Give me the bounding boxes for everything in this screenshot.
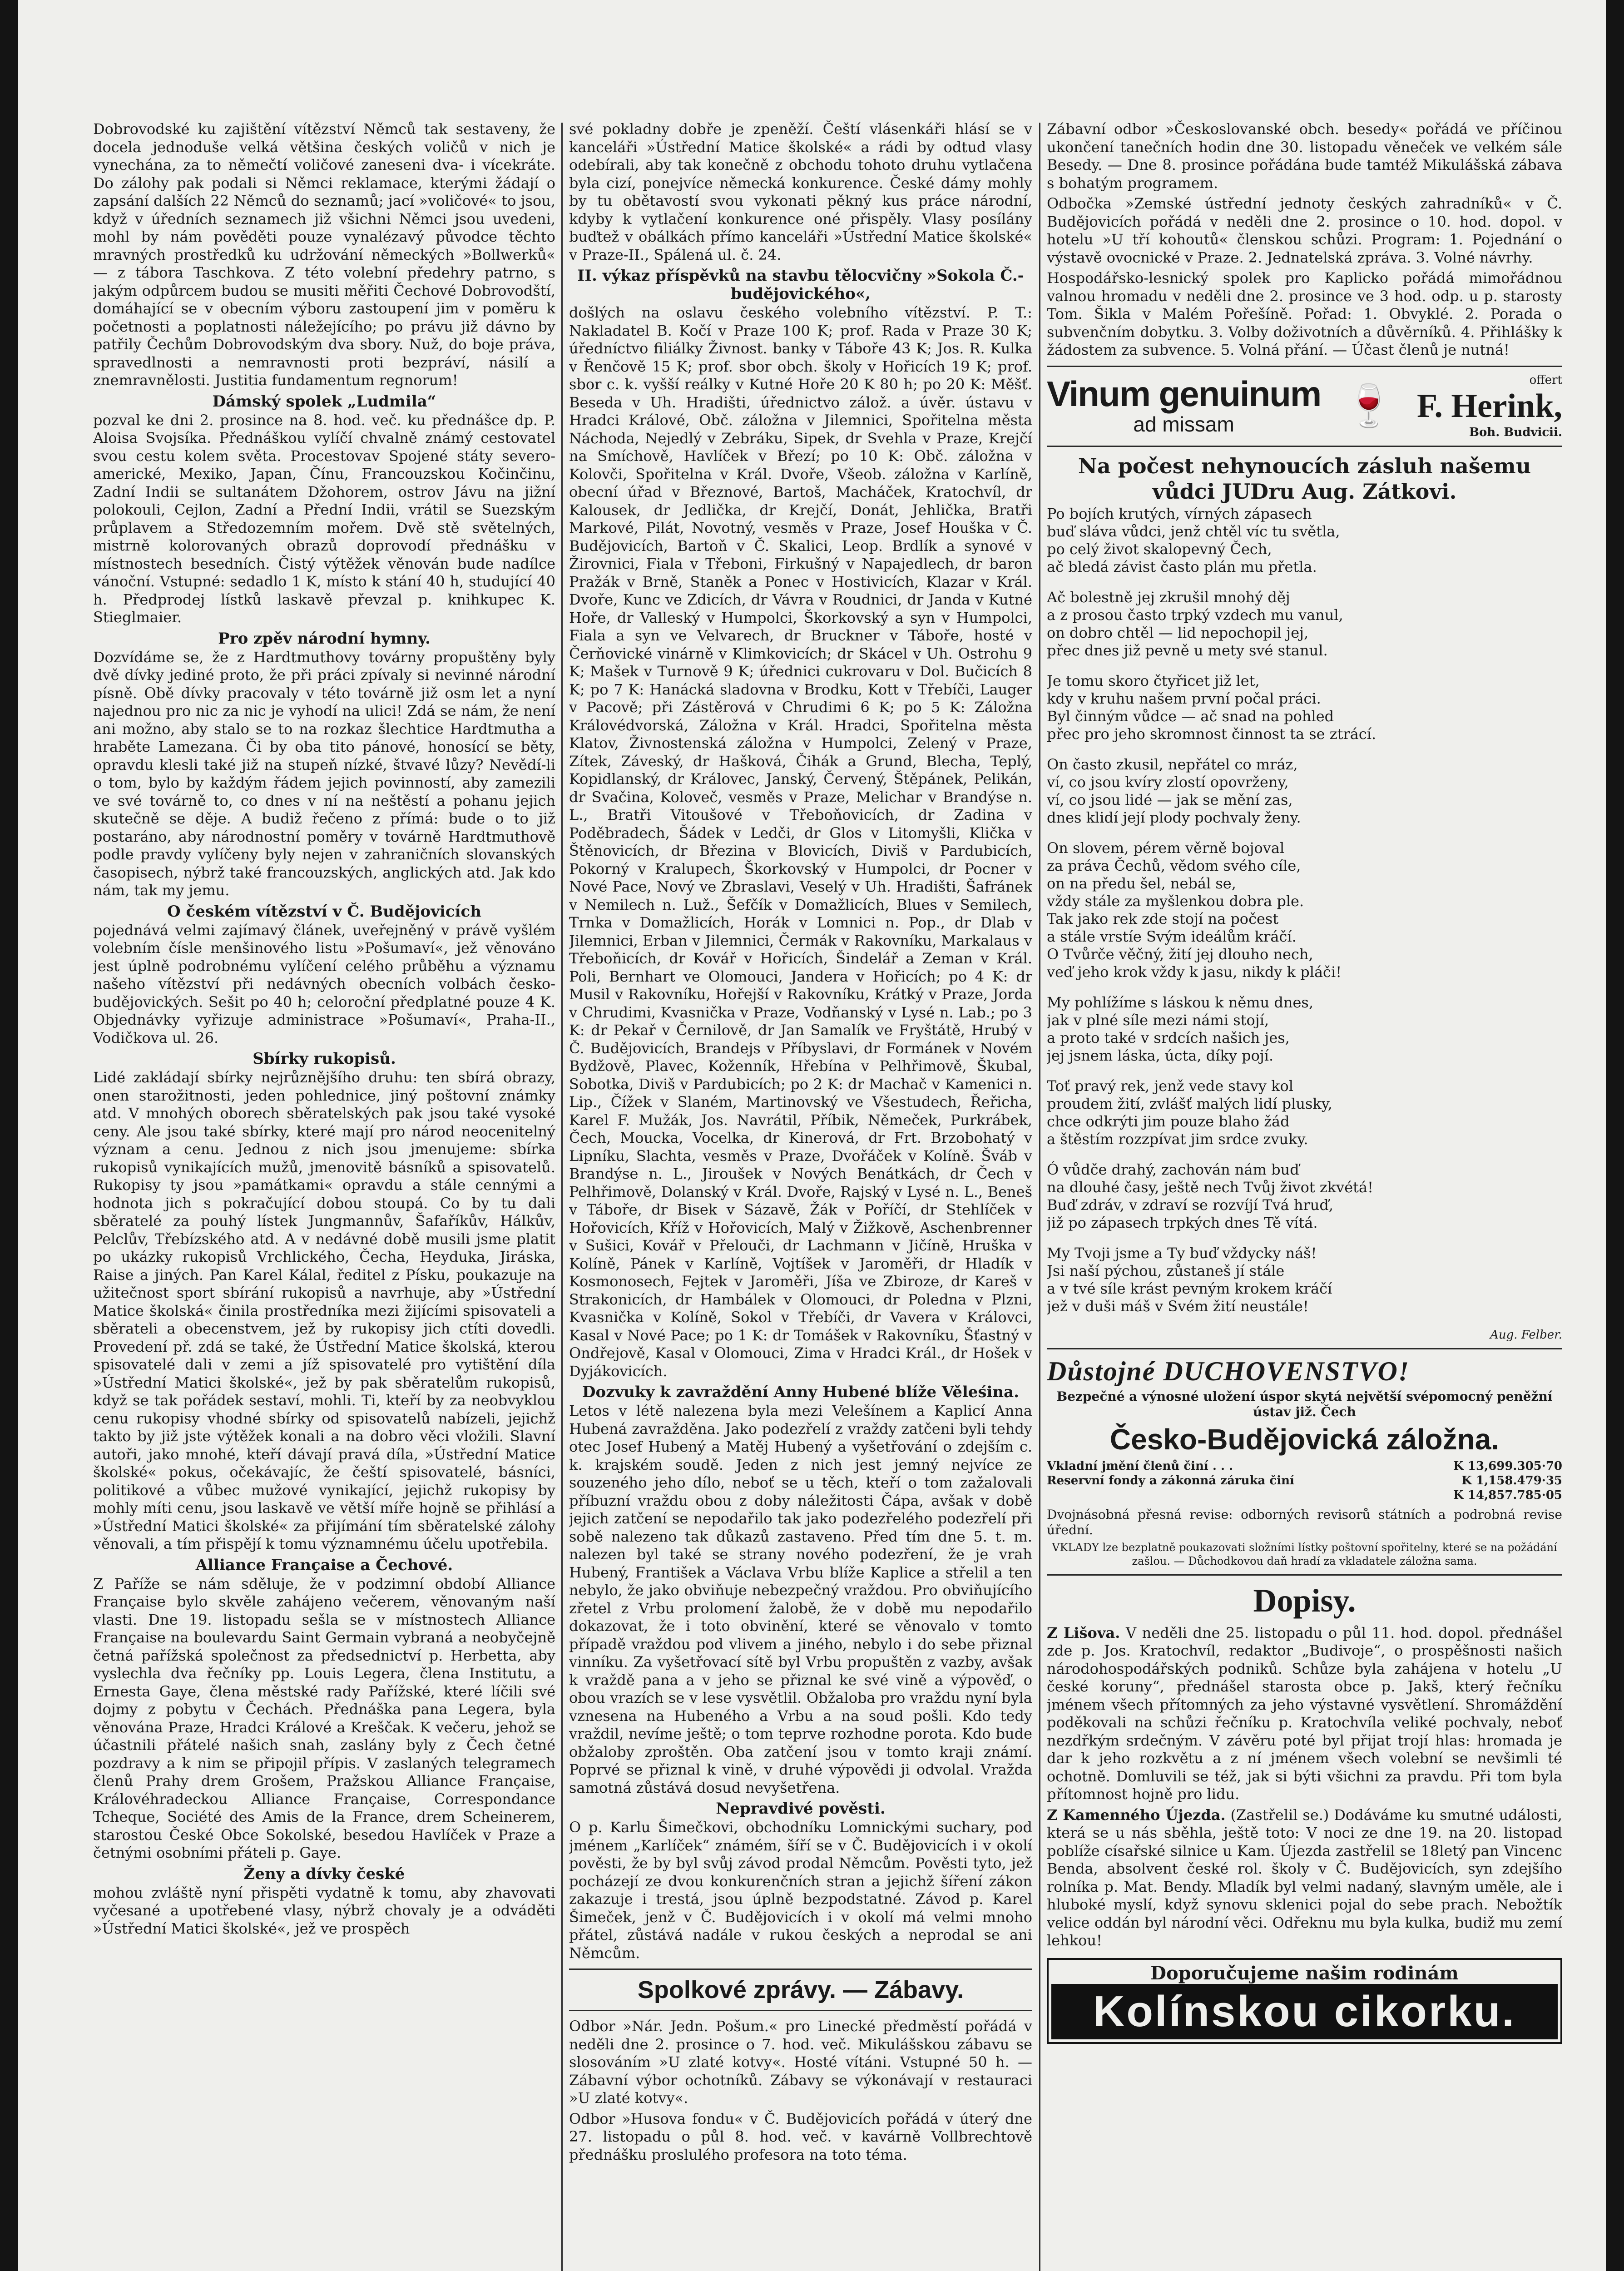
- divider: [569, 1969, 1032, 1970]
- heading-hymny: Pro zpěv národní hymny.: [218, 629, 431, 648]
- letter-lisov: [1047, 1624, 1562, 1804]
- article-dobrovodske: Dobrovodské ku zajištění vítězství Němců tak sestaveny, že docela jednoduše velká většina českých voličů v nich je vynechána, za to němečtí voličové zaneseni dva- i vícekráte. Do zálohy pak podali si Němci reklamace, kterými žádají o zapsání dalších 22 Němců do seznamů; jací »voličové« to jsou, když v úředních seznamech již všichni Němci jsou uvedeni, mohl by nám pověděti pouze vynalézavý původce těchto mravných prostředků ku udržování německých »Bollwerků« — z tábora Taschkova. Z této volební předehry patrno, s jakým odpůrcem budou se musiti měřiti Čechové Dobrovodští, domáhající se v obecním výboru zastoupení jim v poměru k početnosti a poplatnosti náležejícího; po právu již dávno by patřily Čechům Dobrovodským dva sbory. Nuž, do boje práva, spravedlnosti a nemravnosti proti bezpráví, násilí a znemravnělosti. Justitia fundamentum regnorum!: [93, 120, 555, 389]
- poem-line: My Tvoji jsme a Ty buď vždycky náš!: [1047, 1244, 1317, 1262]
- letter-ujezd-head: Z Kamenného Újezda.: [1047, 1806, 1226, 1824]
- poem-line: a v tvé síle krást pevným krokem kráčí: [1047, 1279, 1332, 1297]
- ad-bank-label: Reservní fondy a zákonná záruka činí: [1047, 1473, 1294, 1488]
- ad-bank-row: [1047, 1459, 1562, 1473]
- poem-line: proudem žití, zvlášť malých lidí plusky,: [1047, 1095, 1332, 1112]
- poem-line: Je tomu skoro čtyřicet již let,: [1047, 672, 1260, 689]
- poem-stanza: [1047, 1245, 1562, 1315]
- divider: [1047, 1348, 1562, 1349]
- heading-alliance: Alliance Française a Čechové.: [195, 1556, 453, 1574]
- poem-line: buď sláva vůdci, jenž chtěl víc tu světla,: [1047, 522, 1340, 540]
- ad-bank-amount: K 14,857.785·05: [1453, 1488, 1562, 1502]
- article-zeny: mohou zvláště nyní přispěti vydatně k tomu, aby zhavovati vyčesané a upotřebené vlasy, nýbrž chovaly je a odváděti »Ústřední Matici školské«, jež ve prospěch: [93, 1884, 555, 1937]
- poem-line: veď jeho krok vždy k jasu, nikdy k pláči!: [1047, 963, 1342, 981]
- scan-border-right: [1606, 0, 1624, 2271]
- divider: [569, 2010, 1032, 2011]
- poem-line: přec dnes již pevně u mety své stanul.: [1047, 641, 1328, 659]
- poem-line: on dobro chtěl — lid nepochopil jej,: [1047, 624, 1309, 641]
- heading-dozvuky: Dozvuky k zavraždění Anny Hubené blíže Věleśina.: [582, 1383, 1020, 1401]
- poem-line: On často zkusil, nepřátel co mráz,: [1047, 755, 1298, 773]
- ad-bank-row: [1047, 1488, 1562, 1502]
- poem-line: jak v plné síle mezi námi stojí,: [1047, 1011, 1269, 1029]
- poem-line: a proto také v srdcích našich jes,: [1047, 1029, 1290, 1046]
- column-1: [93, 120, 555, 2271]
- poem-stanza: [1047, 839, 1562, 981]
- poem-line: na dlouhé časy, ještě nech Tvůj život zkvétá!: [1047, 1178, 1373, 1196]
- ad-cikorka-line1: Doporučujeme našim rodinám: [1150, 1962, 1459, 1984]
- poem-stanza: [1047, 1161, 1562, 1232]
- article-hymny: Dozvídáme se, že z Hardtmuthovy továrny propuštěny byly dvě dívky jediné proto, že při práci zpívaly si nevinné národní písně. Obě dívky pracovaly v této továrně již osm let a nyní najednou pro nic za nic je vyhodí na ulici! Zdá se nám, že není ani možno, aby stalo se to na rozkaz šlechtice Hardtmutha a hraběte Lamezana. Či by oba tito pánové, honosící se běty, opravdu klesli také již na stupeň nízké, štvavé lůzy? Nevědí-li o tom, bylo by každým řádem jejich povinností, aby zamezili ve své továrně to, co dnes v ní na neštěstí a pohanu jejich skutečně se děje. A budiž řečeno z přímá: bude o to již postaráno, aby národnostní poměry v továrně Hardtmuthově podle pravdy vylíčeny byly nejen v zahraničních slovanských časopisech, nýbrž také francouzských, anglických atd. Jak kdo nám, tak my jemu.: [93, 648, 555, 899]
- poem-stanza: [1047, 672, 1562, 743]
- ad-bank-note-2: VKLADY lze bezplatně poukazovati složními lístky poštovní spořitelny, které se na požádání zašlou. — Důchodkovou daň hradí za vkladatele záložna sama.: [1052, 1541, 1557, 1567]
- poem-line: on na předu šel, nebál se,: [1047, 874, 1236, 892]
- letter-lisov-text: V neděli dne 25. listopadu o půl 11. hod. dopol. přednášel zde p. Jos. Kratochvíl, redaktor „Budivoje“, o prospěšnosti našich národohospodářských podniků. Schůze byla zahájena v hotelu „U české koruny“, přednášel starosta obce p. Jakš, který řečníku jménem všech přítomných za jeho výstavné vysvětlení. Shromáždění poděkovali na schůzi řečníku p. Kratochvíla veliké pochvaly, neboť nezdřkým srdečným. V závěru poté byl přijat trojí hlas: hromada je dar k jeho rozkvětu a z ní jménem všech volební se nevšimli té ochotně. Domluvili se též, jak si býti všichni za pravdu. Při tom byla přítomnost hojně pro lidu.: [1047, 1624, 1562, 1803]
- poem-stanza: [1047, 1077, 1562, 1148]
- letter-lisov-head: Z Lišova.: [1047, 1624, 1120, 1641]
- ad-bank-row: [1047, 1473, 1562, 1488]
- ad-cikorka: [1047, 1958, 1562, 2044]
- wine-glass-icon: 🍷: [1343, 382, 1395, 430]
- column-3: [1047, 120, 1562, 2271]
- poem-line: a stále vrstíe Svým ideálům kráčí.: [1047, 927, 1297, 945]
- poem-line: Po bojích krutých, vírných zápasech: [1047, 505, 1312, 522]
- ad-vinum-sub: ad missam: [1133, 412, 1234, 436]
- ad-bank-note-1: Dvojnásobná přesná revise: odborných revisorů státních a podrobná revise úřední.: [1047, 1507, 1562, 1537]
- ad-bank-amount: K 13,699.305·70: [1453, 1459, 1562, 1473]
- ad-duchovenstvo-title: Důstojné DUCHOVENSTVO!: [1047, 1356, 1410, 1386]
- ad-bank-table: [1047, 1459, 1562, 1502]
- poem-line: chce odkrýti jim pouze blaho žád: [1047, 1112, 1290, 1130]
- poem-line: On slovem, pérem věrně bojoval: [1047, 839, 1285, 857]
- ad-vinum-offert: offert: [1529, 373, 1562, 387]
- poem-title: Na počest nehynoucích zásluh našemu vůdci JUDru Aug. Zátkovi.: [1078, 453, 1531, 504]
- column-2: [569, 120, 1032, 2271]
- ad-cikorka-line2: Kolínskou cikorku.: [1051, 1984, 1558, 2039]
- poem-line: a z prosou často trpký vzdech mu vanul,: [1047, 606, 1343, 624]
- ad-vinum-place: Boh. Budvicii.: [1469, 425, 1562, 439]
- notice-kaplicko: Hospodářsko-lesnický spolek pro Kaplicko pořádá mimořádnou valnou hromadu v neděli dne 2. prosince ve 3 hod. odp. u p. starosty Tom. Šikla v Malém Pořešíně. Pořad: 1. Obvyklé. 2. Porada o subvenčním dobytku. 3. Volby doživotních a důvěrníků. 4. Přihlášky k žádostem za subvence. 5. Volná přání. — Účast členů je nutná!: [1047, 269, 1562, 358]
- poem-line: dnes klidí její plody pochvaly ženy.: [1047, 808, 1301, 826]
- poem-line: Buď zdráv, v zdraví se rozvíjí Tvá hruď,: [1047, 1196, 1334, 1214]
- poem-line: kdy v kruhu našem první počal práci.: [1047, 689, 1321, 707]
- column-rule: [1039, 123, 1040, 2271]
- poem-line: a štěstím rozzpívat jim srdce zvuky.: [1047, 1130, 1308, 1148]
- poem-line: vždy stále za myšlenkou dobra ple.: [1047, 892, 1304, 910]
- poem-line: Byl činným vůdce — ač snad na pohled: [1047, 707, 1334, 725]
- poem-line: Toť pravý rek, jenž vede stavy kol: [1047, 1077, 1293, 1095]
- divider: [1047, 366, 1562, 367]
- poem-line: Ó vůdče drahý, zachován nám buď: [1047, 1160, 1299, 1178]
- heading-ludmila: Dámský spolek „Ludmila“: [212, 392, 436, 411]
- poem-line: ví, co jsou lidé — jak se mění zas,: [1047, 791, 1293, 808]
- divider: [1047, 1574, 1562, 1576]
- column-rule: [561, 123, 563, 2271]
- poem-stanza: [1047, 994, 1562, 1065]
- heading-zeny: Ženy a dívky české: [243, 1864, 405, 1883]
- poem: [1047, 505, 1562, 1315]
- poem-line: jež v duši máš v Svém žití neustále!: [1047, 1297, 1309, 1315]
- poem-line: za práva Čechů, vědom svého cíle,: [1047, 857, 1301, 874]
- article-nepravdive: O p. Karlu Šimečkovi, obchodníku Lomnickými suchary, pod jménem „Karlíček“ známém, šíří se v Č. Budějovicích i v okolí pověsti, že by byl svůj závod prodal Němcům. Pověsti tyto, jež pocházejí ze dvou konkurenčních stran a jejichž šíření zákon zakazuje i trestá, jsou úplně bezpodstatné. Závod p. Karel Šimeček, jenž v Č. Budějovicích i v okolí má velmi mnoho přátel, zůstává nadále v rukou českých a neprodal se ani Němcům.: [569, 1819, 1032, 1962]
- ad-vinum-title: Vinum genuinum: [1047, 374, 1321, 414]
- ad-vinum-genuinum: [1047, 373, 1562, 439]
- poem-line: již po zápasech trpkých dnes Tě vítá.: [1047, 1214, 1318, 1231]
- article-spolek-2: Odbor »Husova fondu« v Č. Budějovicích pořádá v úterý dne 27. listopadu o půl 8. hod. več. v kavárně Vollbrechtově přednášku proslulého profesora na toto téma.: [569, 2110, 1032, 2163]
- article-vykaz: došlých na oslavu českého volebního vítězství. P. T.: Nakladatel B. Kočí v Praze 100 K; prof. Rada v Praze 30 K; úředníctvo filiálky Živnost. banky v Táboře 43 K; Jos. R. Kulka v Řenčově 15 K; prof. sbor obch. školy v Hořicích 19 K; prof. sbor c. k. vyšší reálky v Kutné Hoře 20 K 80 h; po 20 K: Měšť. Beseda v Uh. Hradišti, úřednictvo zálož. a úvěr. ústavu v Hradci Králové, Obč. záložna v Jilemnici, Spořitelna města Náchoda, Nejedlý v Zebráku, Sipek, dr Svehla v Praze, Krejčí na Smíchově, Havlíček v Březí; po 10 K: Obč. záložna v Kolovči, Spořitelna v Král. Dvoře, Všeob. záložna v Karlíně, obecní úřad v Březnové, Bartoš, Macháček, Kratochvíl, dr Kalousek, dr Jedlička, dr Krejčí, Donát, Jehlička, Bratři Markové, Pilát, Novotný, vesměs v Praze, Josef Houška v Č. Budějovicích, Bartoň v Č. Skalici, Leop. Brdlík a synové v Žirovnici, Fiala v Třeboni, Firkušný v Napajedlech, dr baron Pražák v Brně, Staněk a Ponec v Hostivicích, Klazar v Král. Dvoře, Kunc ve Zdicích, dr Vávra v Roudnici, dr Janda v Kutné Hoře, dr Valleský v Humpolci, Škorkovský a syn v Humpolci, Fiala a syn ve Velvarech, dr Bruckner v Táboře, hosté v Čerňovické vinárně v Klimkovicích; dr Skácel v Uh. Ostrohu 9 K; Mašek v Turnově 9 K; úřednici cukrovaru v Dol. Bučicích 8 K; po 7 K: Hanácká sladovna v Brodku, Kott v Třebíči, Lauger v Pacově; při Zástěrová v Chrudimi 6 K; po 5 K: Záložna Královédvorská, Záložna v Král. Hradci, Spořitelna města Klatov, Živnostenská záložna v Humpolci, Zelený v Praze, Zítek, Záveský, dr Hašková, Čihák a Grund, Blecha, Teplý, Kopidlanský, dr Královeс, Janský, Červený, Štěpánek, Pelikán, dr Svačina, Koloveč, vesměs v Praze, Melichar v Brandýse n. L., Bratři Vitoušové v Třeboňovicích, dr Zadina v Poděbradech, Šádek v Ledči, dr Glos v Litomyšli, Klička v Štěnovicích, dr Březina v Blovicích, Diviš v Pardubicích, Pokorný v Kralupech, Škorkovský v Humpolci, dr Pocner v Nové Pace, Nový ve Zbraslavi, Veselý v Uh. Hradišti, Šafránek v Nemilech n. Luž., Šefčík v Domažlicích, Blues v Semilech, Trnka v Domažlicích, Horák v Lomnici n. Pop., dr Dlab v Jilemnici, Erban v Jilemnici, Čermák v Rakovníku, Markalaus v Třeboňicích, dr Kovář v Hořicích, Šindelář a Zeman v Král. Poli, Bernhart ve Olomouci, Jandera v Hořicích; po 4 K: dr Musil v Rakovníku, Hořejší v Rakovníku, Krátký v Praze, Jorda v Chrudimi, Kvasnička v Praze, Vodňanský v Lysé n. Lab.; po 3 K: dr Pekař v Černilově, dr Jan Samalík ve Fryštátě, Hrubý v Č. Budějovicích, Brandejs v Příbyslavi, dr Formánek v Novém Bydžově, Plavec, Koženník, Hřebína v Pelhřimově, Škubal, Sobotka, Diviš v Pardubicích; po 2 K: dr Machač v Kamenici n. Lip., Čížek v Slaném, Martinovský ve Všestudech, Řeřicha, Karel F. Mužák, Jos. Navrátil, Příbik, Němeček, Purkrábek, Čech, Moucka, Vocelka, dr Kinerová, dr Frt. Brzobohatý v Lipníku, Slachta, vesměs v Praze, Dvořáček v Kolíně. Šváb v Brandýse n. L., Jiroušek v Nových Benátkách, dr Čech v Pelhřimově, Dolanský v Král. Dvoře, Rajský v Lysé n. L., Beneš v Táboře, dr Bisek v Sázavě, Žák v Poříčí, dr Stehlíček v Hořovicích, Kříž v Hořovicích, Malý v Žižkově, Aschenbrenner v Sušici, Kovář v Přelouči, dr Lachmann v Jičíně, Hruška v Kolíně, Pánek v Karlíně, Vojtíšek v Jaroměři, dr Hladík v Kosmonosech, Fejtek v Jaroměři, Jíša ve Zbiroze, dr Kareš v Strakonicích, dr Hambálek v Olomouci, dr Poledna v Plzni, Kvasnička v Kolíně, Sokol v Třebíči, dr Vavera v Královci, Kasal v Nové Pace; po 1 K: dr Tomášek v Rakovníku, Šťastný v Ondřejově, Kasal v Olomouci, Zima v Hradci Král., dr Hošek v Dyjákovicích.: [569, 304, 1032, 1380]
- poem-line: Jsi naší pýchou, zůstaneš jí stále: [1047, 1262, 1285, 1279]
- article-vitezstvi: pojednává velmi zajímavý článek, uveřejněný v právě vyšlém volebním čísle menšinového listu »Pošumaví«, jež věnováno jest úplně podrobnému vylíčení celého průběhu a významu našeho vítězství při nedávných obecních volbách česko-budějovických. Sešit po 40 h; celoroční předplatné pouze 4 K. Objednávky vyřizuje administrace »Pošumaví«, Praha-II., Vodičkova ul. 26.: [93, 921, 555, 1046]
- notice-beseda: Zábavní odbor »Českoslovanské obch. besedy« pořádá ve příčinou ukončení tanečních hodin dne 30. listopadu věneček ve velkém sále Besedy. — Dne 8. prosince pořádána bude tamtéž Mikulášská zábava s bohatým programem.: [1047, 120, 1562, 192]
- article-dozvuky: Letos v létě nalezena byla mezi Velešínem a Kaplicí Anna Hubená zavražděna. Jako podezřelí z vraždy zatčeni byli tehdy otec Josef Hubený a Matěj Hubený a vyšetřování o zdejším c. k. krajském soudě. Jeden z nich jest jemný nejvíce ze souzeného jeho dílo, neboť se u těch, kteří o tom zažalovali příbuzní vraždu obou z doby náležitosti Čápa, avšak v době jejich zatčení se nepodařilo tak jako podezřelého podezřelí při sobě nalezeno tak důkazů zastaveno. Před tím dne 5. t. m. nalezen byl také se strany nového podezření, že je vrah Hubený, František a Václava Vrbu blíže Kaplice a střelil a ten nebylo, že jako obviňuje nebezpečný vraždou. Pro obviňujícího zřetel z Vrbu prolomení žalobě, že v době mu nepodařilo dokazovat, že i toto obvinění, které se věnovalo v tomto případě vraždou pod vlivem a jiného, nebylo i do sebe přiznal vinníku. Za vyšetřovací sítě byl Vrbu propuštěn z vazby, avšak k vraždě pana a v jeho se přiznal ke své vině a výpověď, o obou vrazích se v lese vysvětlil. Obžaloba pro vraždu nyní byla vznesena na Hubeného a Vrbu a na soud pošli. Kdo tedy vraždil, nevíme ještě; o tom teprve rozhodne porota. Kdo bude obžaloby zproštěn. Oba zatčení jsou v tomto kraji známí. Poprvé se přiznal k vině, v druhé výpovědi ji odvolal. Vražda samotná zůstává dosud nevyšetřena.: [569, 1402, 1032, 1796]
- poem-line: My pohlížíme s láskou k němu dnes,: [1047, 993, 1314, 1011]
- ad-bank-label: Vkladní jmění členů činí . . .: [1047, 1459, 1233, 1473]
- scan-border-left: [0, 0, 18, 2271]
- ad-bank-amount: K 1,158.479·35: [1461, 1473, 1562, 1488]
- notice-zahradnici: Odbočka »Zemské ústřední jednoty českých zahradníků« v Č. Budějovicích pořádá v neděli dne 2. prosince o 10. hod. dopol. v hotelu »U tří kohoutů« členskou schůzi. Program: 1. Pojednání o výstavě ovocnické v Praze. 2. Jednatelská zpráva. 3. Volné návrhy.: [1047, 195, 1562, 266]
- heading-dopisy: Dopisy.: [1253, 1582, 1356, 1619]
- poem-line: Ač bolestně jej zkrušil mnohý děj: [1047, 588, 1290, 606]
- heading-vitezstvi: O českém vítězství v Č. Budějovicích: [167, 902, 481, 921]
- article-ludmila: pozval ke dni 2. prosince na 8. hod. več. ku přednášce dp. P. Aloisa Svojsíka. Přednáškou vylíčí chvalně známý cestovatel svou cestu kolem světa. Procestovav Spojené státy severo-americké, Mexiko, Japan, Čínu, Francouzskou Kočinčinu, Zadní Indii se sultanátem Džohorem, ostrov Jávu na jižní polokouli, Cejlon, Zadní a Přední Indii, vrátil se Suezským průplavem a Středozemním mořem. Dvě stě světelných, mistrně kolorovaných obrazů doprovodí přednášku v místnostech besedních. Čistý výtěžek věnován bude nadílce vánoční. Vstupné: sedadlo 1 K, místo k stání 40 h, studující 40 h. Předprodej lístků laskavě převzal p. knihkupec K. Stieglmaier.: [93, 411, 555, 626]
- article-vlasy: své pokladny dobře je zpeněží. Čeští vlásenkáři hlásí se v kanceláři »Ústřední Matice školské« a rádi by odtud vlasy odebírali, aby tak konečně z obchodu tohoto druhu vytlačena byla cizí, ponejvíce německá konkurence. České dámy mohly by tu obětavostí svou vykonati pěkný kus práce národní, kdyby k vytlačení konkurence oné přispěly. Vlasy posílány buďtež v obálkách přímo kanceláři »Ústřední Matice školské« v Praze-II., Spálená ul. č. 24.: [569, 120, 1032, 263]
- ad-bank-title: Česko-Budějovická záložna.: [1109, 1423, 1500, 1456]
- poem-line: jej jsnem láska, úcta, díky pojí.: [1047, 1046, 1274, 1064]
- letter-ujezd-text: (Zastřelil se.) Dodáváme ku smutné události, která se u nás sběhla, ještě toto: V noci ze dne 19. na 20. listopad poblíže císařské silnice u Kam. Újezda zastřelil se 18letý pan Vincenc Benda, absolvent české rol. školy v Č. Budějovicích, syn zdejšího rolníka p. Mat. Bendy. Mladík byl velmi nadaný, slavným uměle, ale i hluboké myslí, když synovu sklenici pojal do sebe prach. Nebožtík velice oddán byl národní věci. Odřeknu mu byla kulka, budiž mu zemí lehkou!: [1047, 1806, 1562, 1949]
- poem-signature: Aug. Felber.: [1490, 1328, 1562, 1342]
- article-sbirky: Lidé zakládají sbírky nejrůznějšího druhu: ten sbírá obrazy, onen starožitnosti, jeden pohlednice, jiný poštovní známky atd. V mnohých oborech sběratelských pak jsou také vysoké ceny. Ale jsou také sbírky, které mají pro národ neocenitelný význam a cenu. Jednou z nich jsou jmenujeme: sbírka rukopisů vynikajících mužů, jmenovitě básníků a spisovatelů. Rukopisy ty jsou »památkami« opravdu a stále cennými a hodnota jich s pokračující dobou stoupá. Co by tu dali sběratelé za pouhý lístek Jungmannův, Šafaříkův, Hálkův, Pelclův, Třebízského atd. A v nedávné době musili jsme platit po ukázky rukopisů Vrchlického, Čecha, Heyduka, Jiráska, Raise a jiných. Pan Karel Kálal, ředitel z Písku, poukazuje na užitečnost sport sbírání rukopisů a navrhuje, aby »Ústřední Matice školská« činila prostředníka mezi žijícími spisovateli a sběrateli a obecenstvem, jež by rukopisy jich ctíti dovedli. Provedení př. zdá se také, že Ústřední Matice školská, kterou spisovatelé dali v zemi a jíž spisovatelé pro vytištění díla »Ústřední Matici školské«, jež by pak sběratelům rukopisů, když se tak pořádek sestaví, mohli. Ti, kteří by za neobvyklou cenu rukopisy vhodné sbírky od spisovatelů nabízeli, jejichž takto by již jste výtěžek konali a na dobro věci vložili. Slavní autoři, jako mnohé, kteří dávají pravá díla, »Ústřední Matice školské« pokus, očekávajíc, že čeští spisovatelé, básníci, politikové a vůbec mužové vynikající, jejichž rukopisy by mohly míti cenu, jsou laskavě ve větší míře hojně se přihlásí a »Ústřední Matici školské« za přijímání tím sběratelské zálohy věnovali, a tím přispějí k tomu významnému účelu upotřebila.: [93, 1069, 555, 1552]
- ad-duchovenstvo-text: Bezpečné a výnosné uložení úspor skytá největší svépomocný peněžní ústav již. Čech: [1056, 1388, 1553, 1419]
- poem-line: Tak jako rek zde stojí na počest: [1047, 910, 1279, 927]
- poem-line: po celý život skalopevný Čech,: [1047, 540, 1272, 558]
- poem-line: přec pro jeho skromnost činnost ta se ztrácí.: [1047, 725, 1376, 743]
- poem-stanza: [1047, 505, 1562, 576]
- heading-nepravdive: Nepravdivé pověsti.: [716, 1800, 886, 1818]
- poem-line: O Tvůrče věčný, žití jej dlouho nech,: [1047, 945, 1313, 963]
- poem-line: ač bledá závist často plán mu přetla.: [1047, 558, 1317, 575]
- ad-vinum-firm: F. Herink,: [1416, 387, 1562, 425]
- heading-sbirky: Sbírky rukopisů.: [253, 1050, 396, 1068]
- heading-vykaz: II. výkaz příspěvků na stavbu tělocvičny »Sokola Č.-budějovického«,: [577, 267, 1024, 303]
- heading-spolkove-zpravy: Spolkové zprávy. — Zábavy.: [637, 1976, 964, 2003]
- poem-stanza: [1047, 756, 1562, 827]
- poem-line: ví, co jsou kvíry zlostí opovrženy,: [1047, 773, 1289, 791]
- poem-stanza: [1047, 589, 1562, 659]
- divider: [1047, 446, 1562, 447]
- letter-kamenny-ujezd: [1047, 1806, 1562, 1950]
- article-spolek-1: Odbor »Nár. Jedn. Pošum.« pro Linecké předměstí pořádá v neděli dne 2. prosince o 7. hod. več. Mikulášskou zábavu se slosováním »U zlaté kotvy«. Hosté vítáni. Vstupné 50 h. — Zábavní výbor ochotníků. Zábavy se výkonávají v restauraci »U zlaté kotvy«.: [569, 2018, 1032, 2107]
- article-alliance: Z Paříže se nám sděluje, že v podzimní období Alliance Française bylo skvěle zahájeno večerem, věnovaným naší vlasti. Dne 19. listopadu sešla se v místnostech Alliance Française na boulevardu Saint Germain vybraná a neobyčejně četná pařížská společnost za předsednictví p. Herbetta, aby vyslechla dva řečníky pp. Louis Legera, člena Institutu, a Ernesta Gaye, člena městské rady Pařížské, které líčili své dojmy z pobytu v Čechách. Přednáška pana Legera, byla věnována Praze, Hradci Králové a Kreščak. K večeru, jehož se účastnili přátelé našich snah, zaslány byly z Čech četné pozdravy a k nim se připojil přípis. V zaslaných telegramech členů Prahy drem Grošem, Pražskou Alliance Française, Královéhradeckou Alliance Française, Correspondance Tcheque, Société des Amis de la France, drem Scheinerem, starostou České Obce Sokolské, besedou Havlíček v Praze a četnými osobními přáteli p. Gaye.: [93, 1575, 555, 1861]
